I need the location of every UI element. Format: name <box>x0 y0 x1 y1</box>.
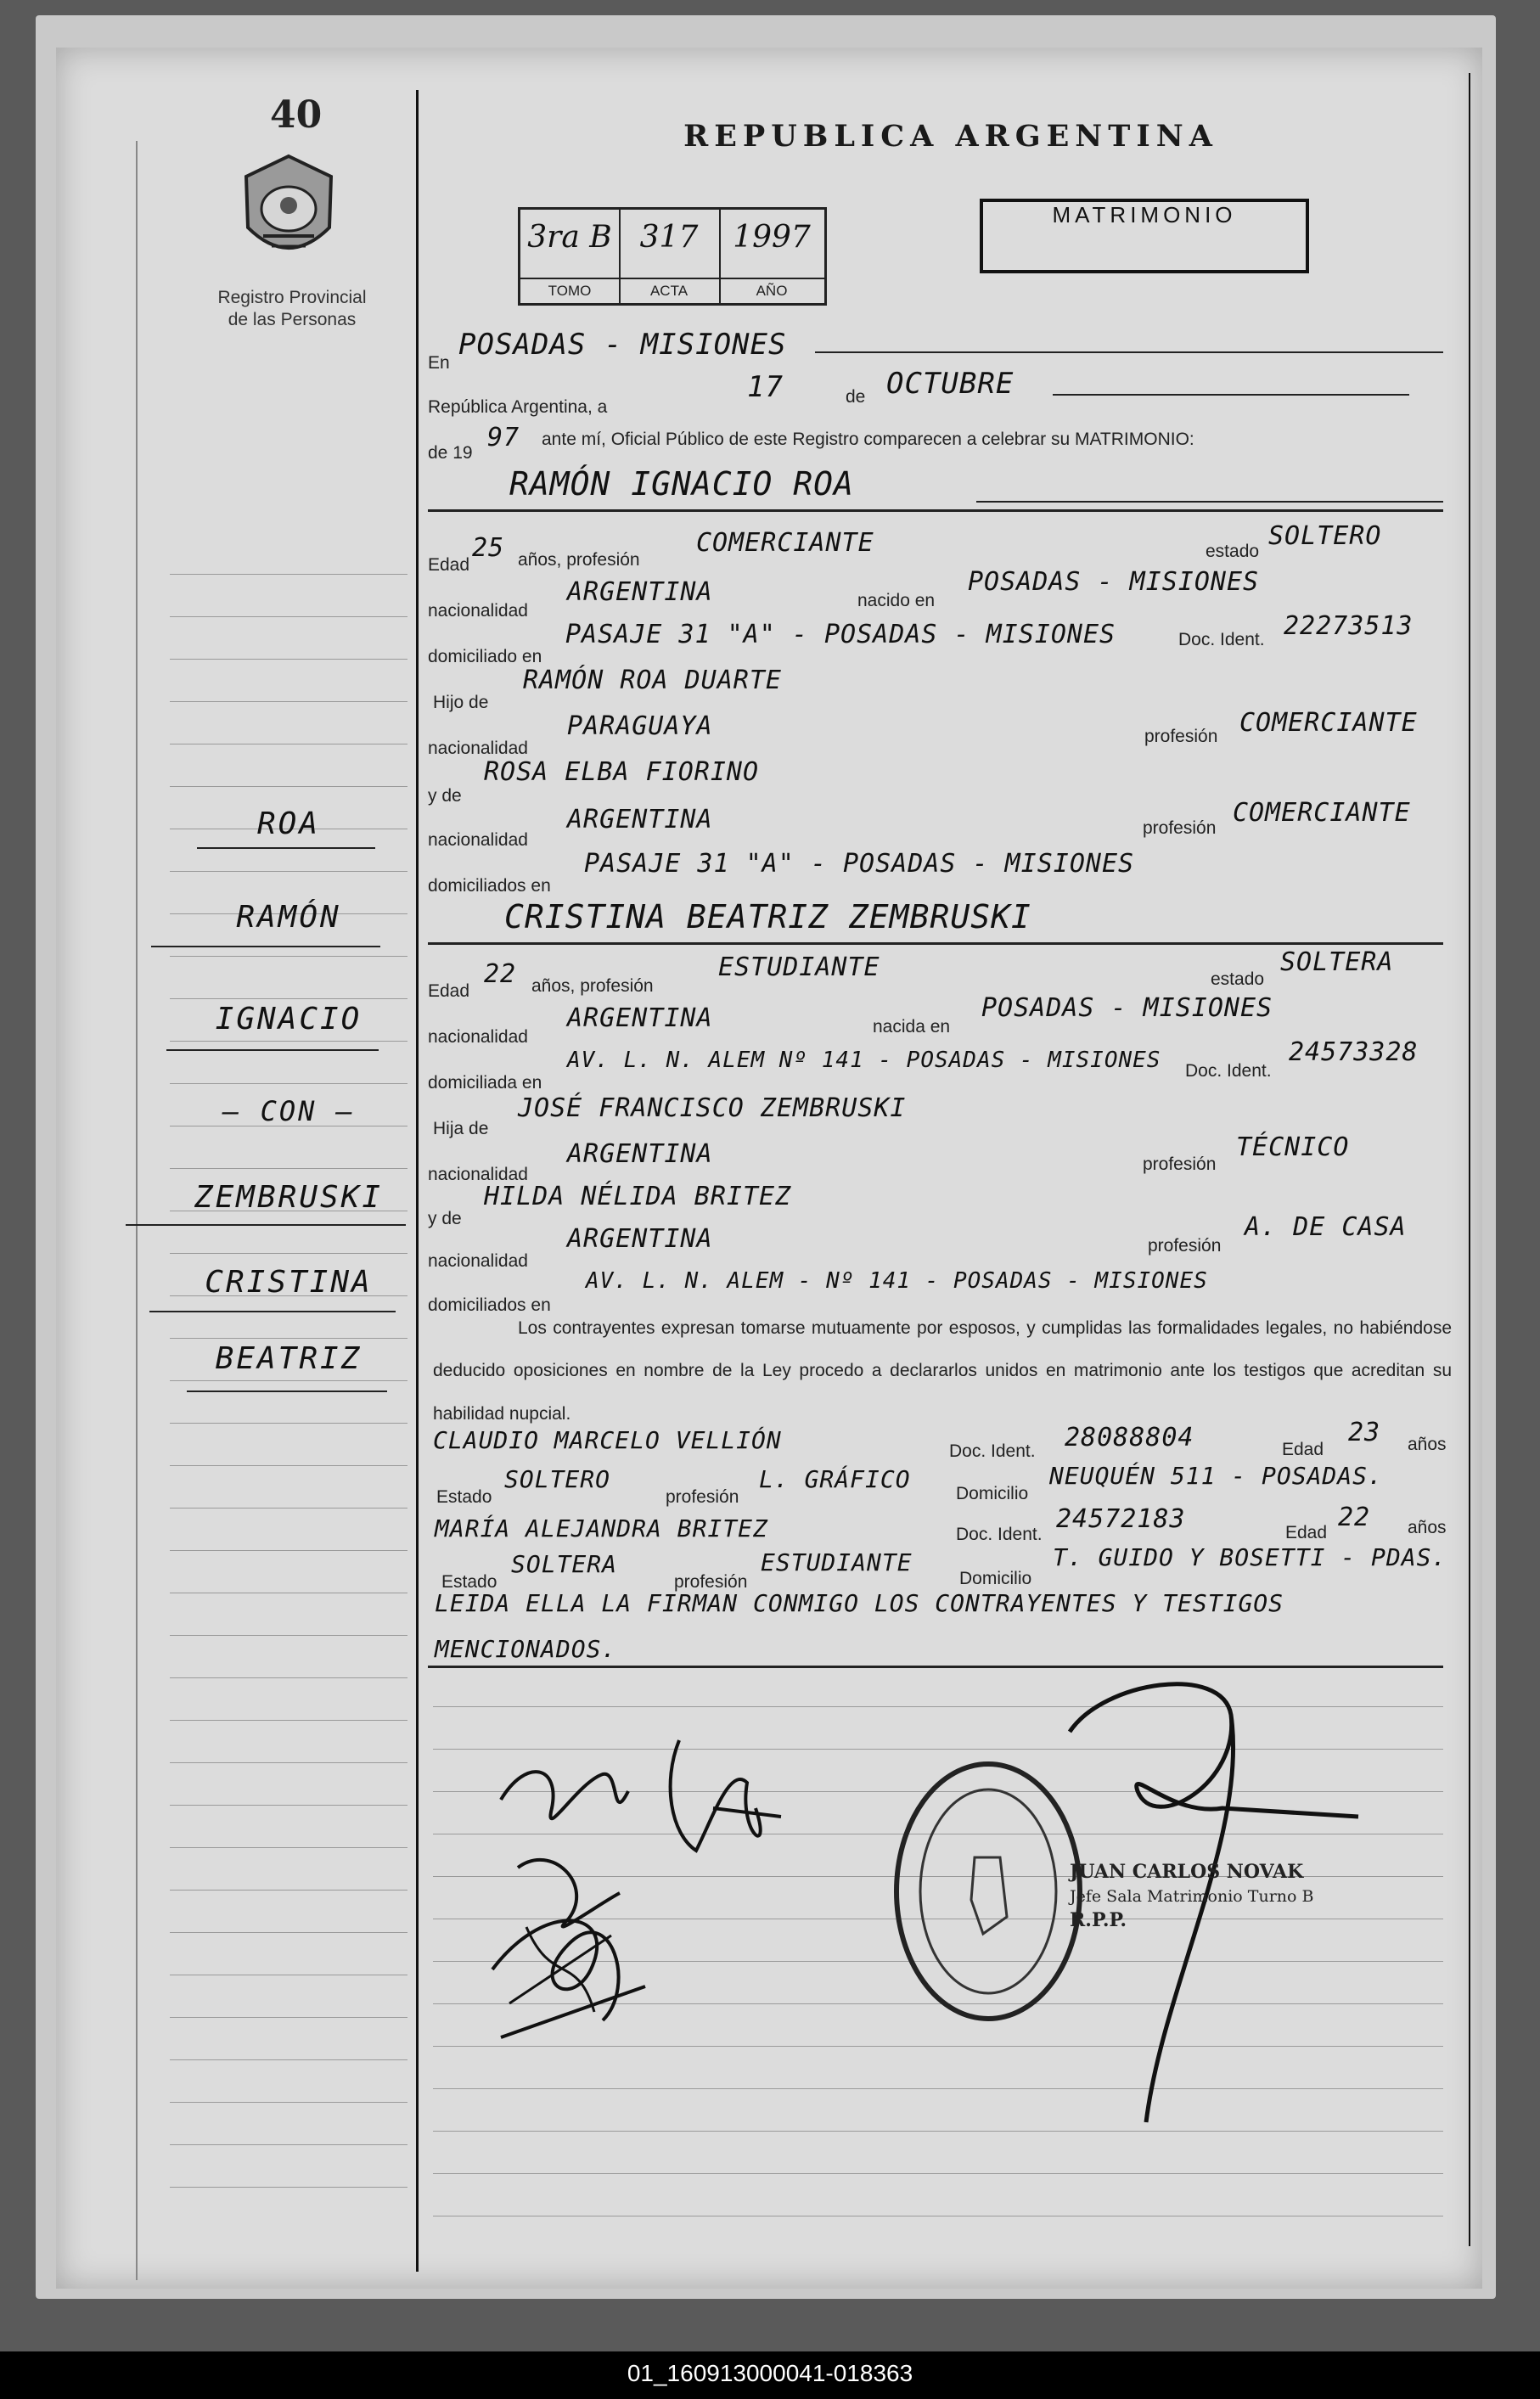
groom-parents-address-label: domiciliados en <box>428 876 551 896</box>
ruled-line <box>170 1168 407 1169</box>
closing-line-2: MENCIONADOS. <box>435 1635 617 1663</box>
witness2-age: 22 <box>1338 1503 1371 1532</box>
de-label: de <box>846 387 866 407</box>
groom-father-label: Hijo de <box>433 693 489 712</box>
acta-label: ACTA <box>619 278 719 300</box>
groom-father-nationality: PARAGUAYA <box>567 711 713 741</box>
witness1-doc: 28088804 <box>1065 1423 1194 1452</box>
bride-mother-nat-label: nacionalidad <box>428 1251 528 1271</box>
declaration-text: Los contrayentes expresan tomarse mutuamente por esposos, y cumplidas las formalidades legales, no habiéndose deducido oposiciones en nombre de la Ley procedo a declararlos unidos en matrimonio ante los testigos que acreditan su habilidad nupcial. <box>433 1318 1452 1424</box>
bride-profession-label: años, profesión <box>531 976 654 996</box>
ruled-line <box>170 1720 407 1721</box>
image-caption: 01_160913000041-018363 <box>627 2360 913 2386</box>
bride-father-nat-label: nacionalidad <box>428 1165 528 1184</box>
ruled-line <box>170 1380 407 1381</box>
bride-father-prof-label: profesión <box>1143 1155 1217 1174</box>
ruled-line <box>170 956 407 957</box>
margin-rule <box>151 946 380 947</box>
witness1-address: NEUQUÉN 511 - POSADAS. <box>1049 1462 1383 1490</box>
ruled-line <box>170 1083 407 1084</box>
left-fold <box>136 141 138 2280</box>
ruled-line <box>170 786 407 787</box>
groom-age-label: Edad <box>428 555 470 575</box>
groom-doc-label: Doc. Ident. <box>1178 630 1265 649</box>
groom-nationality: ARGENTINA <box>567 577 713 607</box>
groom-mother-label: y de <box>428 786 462 806</box>
month: OCTUBRE <box>886 367 1014 401</box>
groom-parents-address: PASAJE 31 "A" - POSADAS - MISIONES <box>584 849 1135 879</box>
witness2-address: T. GUIDO Y BOSETTI - PDAS. <box>1053 1543 1447 1571</box>
bride-father-profession: TÉCNICO <box>1236 1132 1350 1162</box>
place: POSADAS - MISIONES <box>458 328 787 362</box>
bride-father: JOSÉ FRANCISCO ZEMBRUSKI <box>518 1093 907 1123</box>
margin-word-7: BEATRIZ <box>215 1341 363 1376</box>
margin-word-2: RAMÓN <box>236 900 341 935</box>
groom-address-label: domiciliado en <box>428 647 542 666</box>
bride-born-label: nacida en <box>873 1017 951 1037</box>
bride-nationality-label: nacionalidad <box>428 1027 528 1047</box>
ruled-line <box>170 574 407 575</box>
bride-status-label: estado <box>1211 969 1265 989</box>
groom-birthplace: POSADAS - MISIONES <box>968 567 1260 597</box>
registry-name <box>180 287 404 332</box>
witness1-age-label: Edad <box>1282 1440 1324 1459</box>
groom-father: RAMÓN ROA DUARTE <box>523 666 782 695</box>
day: 17 <box>747 370 784 404</box>
groom-section-rule <box>428 509 1443 512</box>
ruled-line <box>170 1041 407 1042</box>
ruled-line <box>170 701 407 702</box>
bride-name: CRISTINA BEATRIZ ZEMBRUSKI <box>504 898 1031 935</box>
ruled-line <box>170 1890 407 1891</box>
bride-doc-label: Doc. Ident. <box>1185 1061 1272 1081</box>
margin-rule <box>187 1391 387 1392</box>
rule <box>815 351 1443 353</box>
witness2-status: SOLTERA <box>511 1550 618 1578</box>
groom-profession: COMERCIANTE <box>696 528 874 558</box>
groom-doc: 22273513 <box>1284 611 1414 641</box>
provincial-coat-of-arms <box>229 151 348 270</box>
ruled-line <box>170 1465 407 1466</box>
bride-birthplace: POSADAS - MISIONES <box>981 993 1273 1023</box>
groom-father-profession: COMERCIANTE <box>1239 708 1418 738</box>
bride-section-rule <box>428 942 1443 945</box>
closing-line-1: LEIDA ELLA LA FIRMAN CONMIGO LOS CONTRAYENTES Y TESTIGOS <box>435 1589 1284 1617</box>
bride-age-label: Edad <box>428 981 470 1001</box>
ano-cell <box>719 210 824 303</box>
document-title: REPUBLICA ARGENTINA <box>683 119 1218 154</box>
witness2-profession-label: profesión <box>674 1572 748 1592</box>
acta-value: 317 <box>639 220 699 255</box>
groom-status-label: estado <box>1206 542 1260 561</box>
bride-mother-nationality: ARGENTINA <box>567 1224 713 1254</box>
ruled-line <box>170 1762 407 1763</box>
tomo-value: 3ra B <box>527 220 612 255</box>
year-suffix: 97 <box>487 423 520 452</box>
witness2-age-label: Edad <box>1285 1523 1328 1542</box>
ruled-line <box>170 1253 407 1254</box>
margin-word-1: ROA <box>256 806 321 841</box>
margin-rule <box>149 1311 396 1312</box>
republica-label: República Argentina, a <box>428 397 608 417</box>
witness2-address-label: Domicilio <box>959 1569 1032 1588</box>
bride-mother-label: y de <box>428 1209 462 1228</box>
registry-line1: Registro Provincial <box>217 288 367 307</box>
official-name: JUAN CARLOS NOVAK <box>1070 1861 1304 1883</box>
bride-doc: 24573328 <box>1289 1037 1419 1067</box>
witness1-profession: L. GRÁFICO <box>759 1465 911 1493</box>
groom-mother-prof-label: profesión <box>1143 818 1217 838</box>
witness1-doc-label: Doc. Ident. <box>949 1441 1036 1461</box>
bride-parents-address-label: domiciliados en <box>428 1295 551 1315</box>
ruled-line <box>170 2102 407 2103</box>
groom-mother-nat-label: nacionalidad <box>428 830 528 850</box>
ruled-line <box>170 1677 407 1678</box>
groom-profession-label: años, profesión <box>518 550 640 570</box>
margin-word-3: IGNACIO <box>215 1002 363 1037</box>
ruled-line <box>170 2059 407 2060</box>
witness2-name: MARÍA ALEJANDRA BRITEZ <box>435 1514 768 1542</box>
ruled-line <box>170 1550 407 1551</box>
registry-line2: de las Personas <box>228 310 357 330</box>
ruled-line <box>170 1635 407 1636</box>
ruled-line <box>170 1423 407 1424</box>
margin-rule <box>126 1224 406 1226</box>
margin-word-6: CRISTINA <box>205 1265 373 1300</box>
margin-rule <box>197 847 375 849</box>
ruled-line <box>170 1508 407 1509</box>
bride-parents-address: AV. L. N. ALEM - Nº 141 - POSADAS - MISIONES <box>586 1268 1208 1294</box>
bride-address: AV. L. N. ALEM Nº 141 - POSADAS - MISIONES <box>567 1048 1161 1073</box>
witness1-age: 23 <box>1348 1418 1381 1447</box>
certificate-type-box: MATRIMONIO <box>980 199 1309 273</box>
witness1-anos-label: años <box>1408 1435 1447 1454</box>
tomo-cell <box>520 210 621 303</box>
ruled-line <box>170 659 407 660</box>
groom-address: PASAJE 31 "A" - POSADAS - MISIONES <box>565 620 1116 649</box>
groom-mother: ROSA ELBA FIORINO <box>484 757 760 787</box>
ano-label: AÑO <box>719 278 824 300</box>
ruled-line <box>170 1338 407 1339</box>
witness1-status-label: Estado <box>436 1487 492 1507</box>
ruled-line <box>170 998 407 999</box>
bride-mother-prof-label: profesión <box>1148 1236 1222 1256</box>
ruled-line <box>170 871 407 872</box>
witness2-status-label: Estado <box>441 1572 497 1592</box>
tomo-label: TOMO <box>520 278 619 300</box>
groom-age: 25 <box>472 533 505 563</box>
groom-mother-nationality: ARGENTINA <box>567 805 713 834</box>
ruled-line <box>433 2173 1443 2174</box>
bride-age: 22 <box>484 959 517 989</box>
ruled-line <box>170 616 407 617</box>
ano-value: 1997 <box>733 220 811 255</box>
bride-mother-profession: A. DE CASA <box>1245 1212 1407 1242</box>
bride-mother: HILDA NÉLIDA BRITEZ <box>484 1182 792 1211</box>
bride-father-label: Hija de <box>433 1119 489 1138</box>
ruled-line <box>170 2017 407 2018</box>
groom-name: RAMÓN IGNACIO ROA <box>509 465 854 503</box>
witness1-name: CLAUDIO MARCELO VELLIÓN <box>433 1426 782 1454</box>
official-name-stamp <box>1070 1859 1313 1934</box>
bride-status: SOLTERA <box>1280 947 1394 977</box>
official-org: R.P.P. <box>1070 1909 1127 1932</box>
bride-profession: ESTUDIANTE <box>718 952 880 982</box>
folio-number: 40 <box>270 93 323 137</box>
witness2-profession: ESTUDIANTE <box>761 1548 913 1576</box>
witness2-doc-label: Doc. Ident. <box>956 1525 1043 1544</box>
groom-born-label: nacido en <box>857 591 936 610</box>
record-reference-box <box>518 207 827 306</box>
margin-word-4: — CON — <box>222 1095 355 1127</box>
margin-word-5: ZEMBRUSKI <box>194 1180 384 1215</box>
witness1-address-label: Domicilio <box>956 1484 1029 1503</box>
groom-status: SOLTERO <box>1268 521 1382 551</box>
witness1-profession-label: profesión <box>666 1487 739 1507</box>
ruled-line <box>170 1932 407 1933</box>
bride-address-label: domiciliada en <box>428 1073 542 1093</box>
ruled-line <box>170 2187 407 2188</box>
groom-father-prof-label: profesión <box>1144 727 1218 746</box>
rule <box>976 501 1443 503</box>
signature-group-left <box>475 1732 832 2071</box>
groom-nationality-label: nacionalidad <box>428 601 528 621</box>
margin-rule <box>166 1049 379 1051</box>
groom-mother-profession: COMERCIANTE <box>1233 798 1411 828</box>
ruled-line <box>170 1805 407 1806</box>
bride-nationality: ARGENTINA <box>567 1003 713 1033</box>
ruled-line <box>170 1847 407 1848</box>
year-prefix: de 19 <box>428 443 473 463</box>
witness1-status: SOLTERO <box>504 1465 611 1493</box>
official-role: Jefe Sala Matrimonio Turno B <box>1070 1886 1314 1906</box>
witness2-anos-label: años <box>1408 1518 1447 1537</box>
right-border <box>1469 73 1470 2246</box>
ruled-line <box>170 2144 407 2145</box>
witness2-doc: 24572183 <box>1056 1504 1186 1534</box>
rule <box>1053 394 1409 396</box>
intro-text: ante mí, Oficial Público de este Registro comparecen a celebrar su MATRIMONIO: <box>542 430 1194 449</box>
margin-divider <box>416 90 419 2272</box>
bride-father-nationality: ARGENTINA <box>567 1139 713 1169</box>
groom-father-nat-label: nacionalidad <box>428 739 528 758</box>
en-label: En <box>428 353 450 373</box>
acta-cell <box>619 210 721 303</box>
